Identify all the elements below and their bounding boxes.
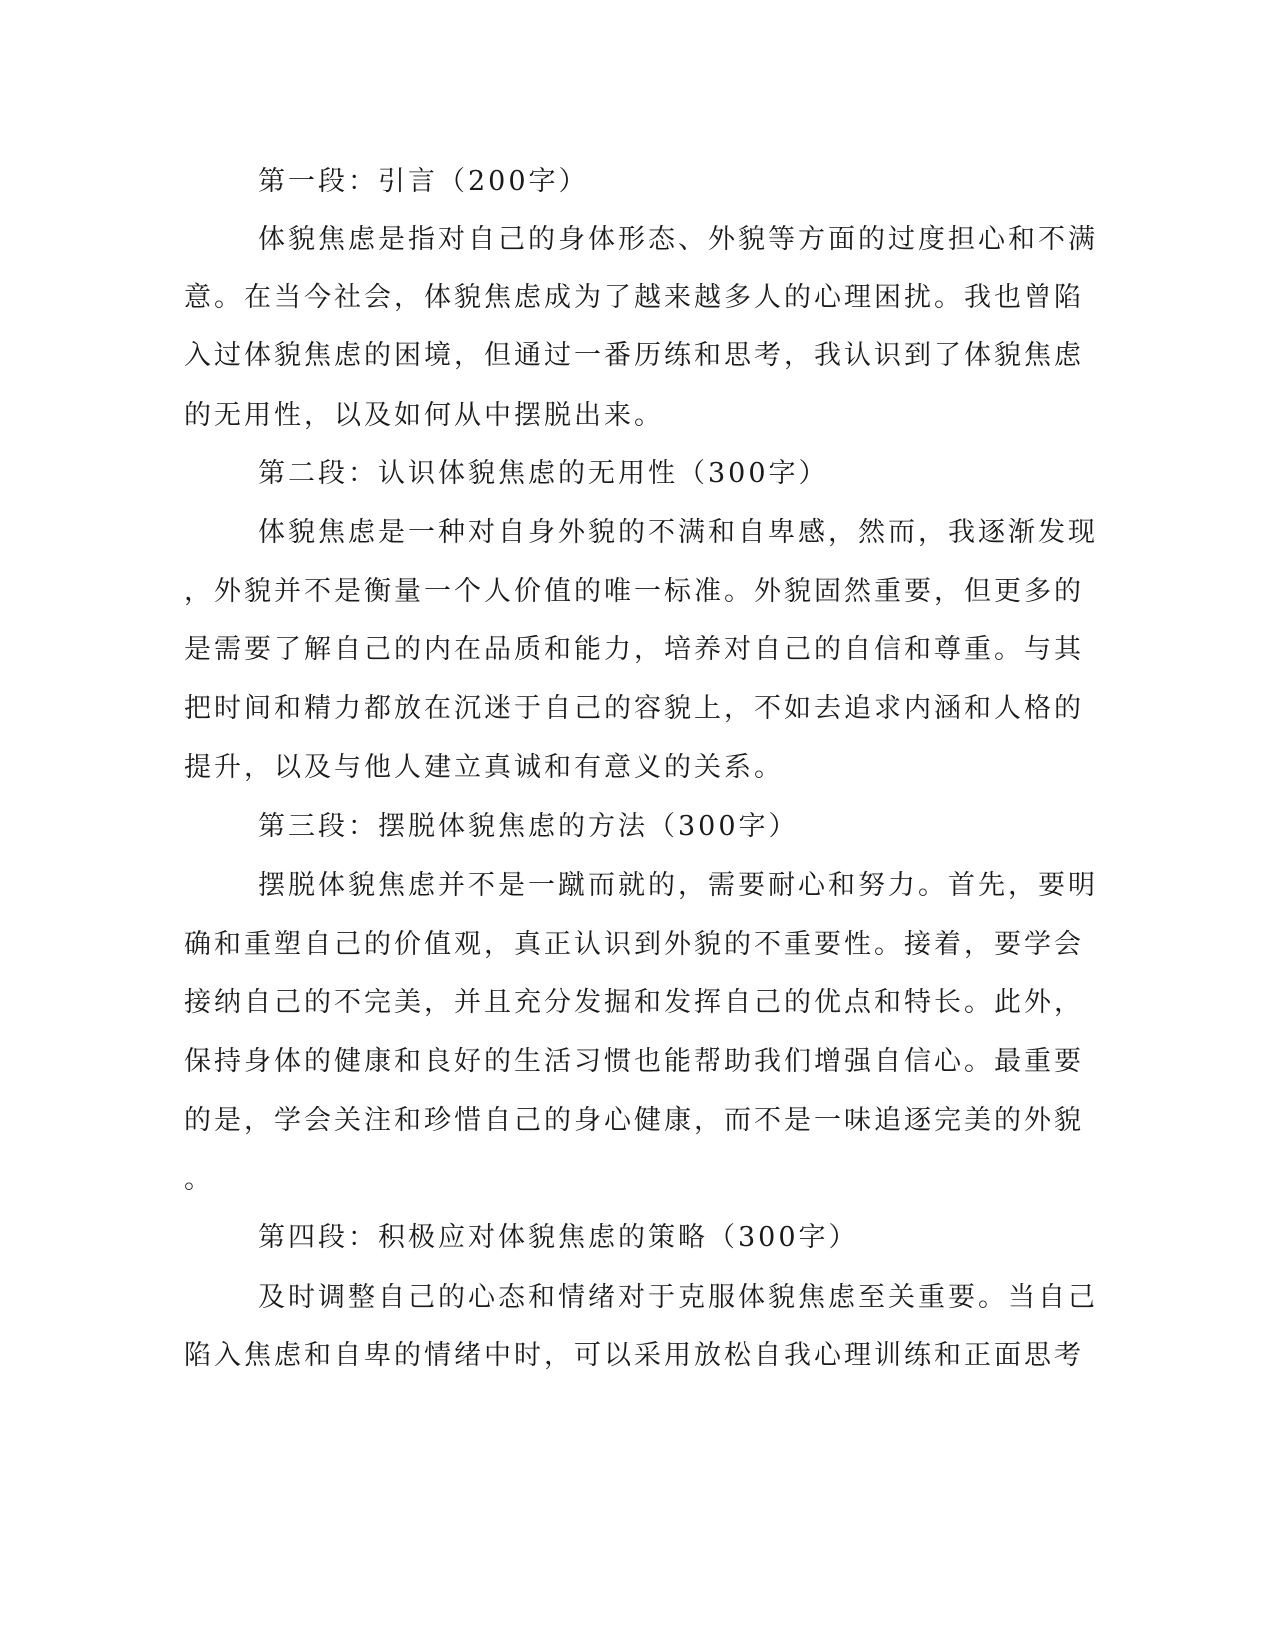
section-1-line-2: 意。在当今社会，体貌焦虑成为了越来越多人的心理困扰。我也曾陷 — [184, 282, 1084, 313]
section-4-heading: 第四段：积极应对体貌焦虑的策略（300字） — [258, 1222, 859, 1253]
section-1-line-4: 的无用性，以及如何从中摆脱出来。 — [184, 400, 664, 431]
section-3-line-3: 接纳自己的不完美，并且充分发掘和发挥自己的优点和特长。此外， — [184, 987, 1084, 1018]
section-3-line-5: 的是，学会关注和珍惜自己的身心健康，而不是一味追逐完美的外貌 — [184, 1105, 1084, 1136]
section-3-line-4: 保持身体的健康和良好的生活习惯也能帮助我们增强自信心。最重要 — [184, 1046, 1084, 1077]
section-4-line-2: 陷入焦虑和自卑的情绪中时，可以采用放松自我心理训练和正面思考 — [184, 1340, 1084, 1371]
section-1-line-1: 体貌焦虑是指对自己的身体形态、外貌等方面的过度担心和不满 — [258, 224, 1098, 255]
section-3-heading: 第三段：摆脱体貌焦虑的方法（300字） — [258, 811, 799, 842]
section-1-heading: 第一段：引言（200字） — [258, 166, 589, 197]
section-1-line-3: 入过体貌焦虑的困境，但通过一番历练和思考，我认识到了体貌焦虑 — [184, 340, 1084, 371]
section-2-line-5: 提升，以及与他人建立真诚和有意义的关系。 — [184, 752, 784, 783]
section-3-line-6: 。 — [184, 1164, 214, 1195]
section-2-heading: 第二段：认识体貌焦虑的无用性（300字） — [258, 458, 829, 489]
section-2-line-1: 体貌焦虑是一种对自身外貌的不满和自卑感，然而，我逐渐发现 — [258, 517, 1098, 548]
section-2-line-4: 把时间和精力都放在沉迷于自己的容貌上，不如去追求内涵和人格的 — [184, 693, 1084, 724]
section-3-line-2: 确和重塑自己的价值观，真正认识到外貌的不重要性。接着，要学会 — [184, 929, 1084, 960]
section-2-line-3: 是需要了解自己的内在品质和能力，培养对自己的自信和尊重。与其 — [184, 634, 1084, 665]
section-4-line-1: 及时调整自己的心态和情绪对于克服体貌焦虑至关重要。当自己 — [258, 1282, 1098, 1313]
section-3-line-1: 摆脱体貌焦虑并不是一蹴而就的，需要耐心和努力。首先，要明 — [258, 870, 1098, 901]
section-2-line-2: ，外貌并不是衡量一个人价值的唯一标准。外貌固然重要，但更多的 — [184, 576, 1084, 607]
